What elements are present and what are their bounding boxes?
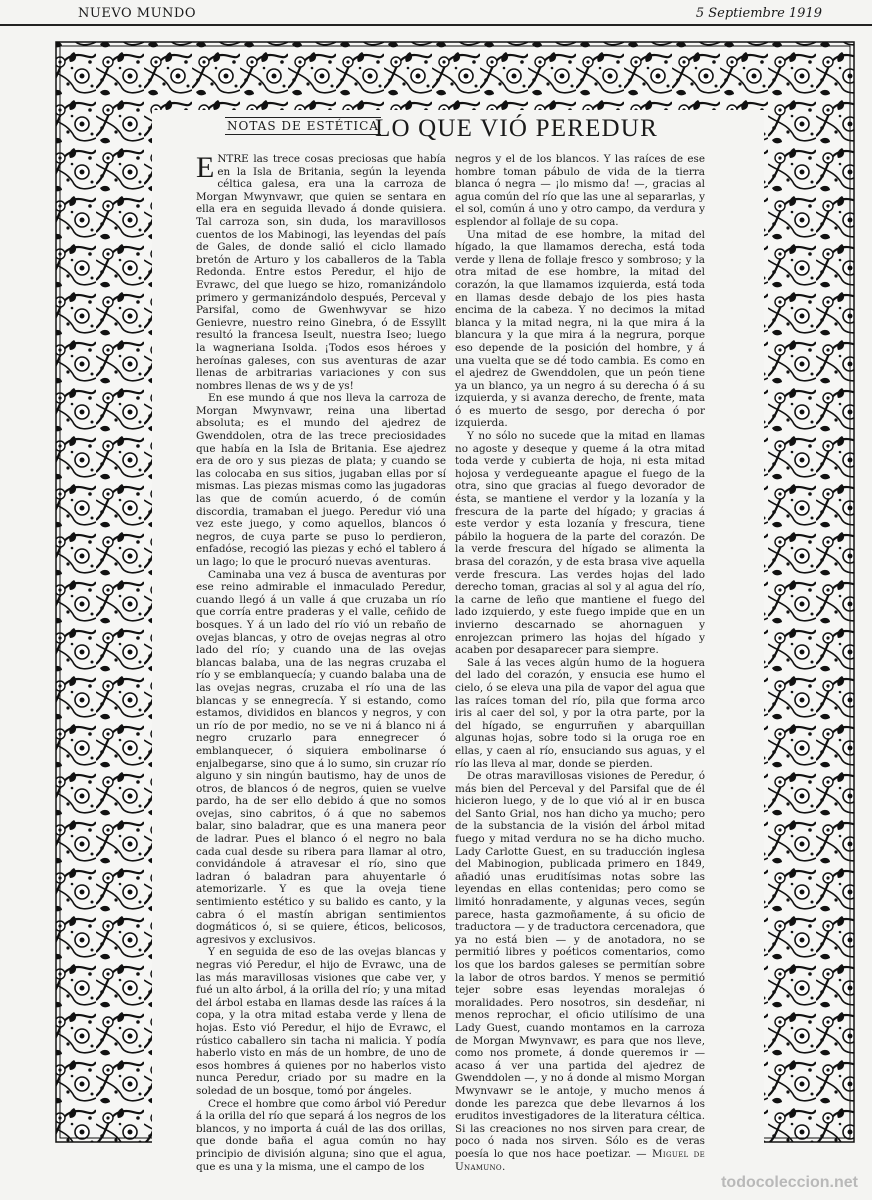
- column-right: [455, 153, 705, 1173]
- section-label: NOTAS DE ESTÉTICA: [227, 119, 379, 133]
- article-heading: [225, 113, 725, 149]
- article-title: LO QUE VIÓ PEREDUR: [375, 115, 658, 142]
- paragraph: Y no sólo no sucede que la mitad en llamas no agoste y deseque y queme á la otra mitad toda verde y cubierta de hoja, ni esta mitad hojosa y verdegueante apague el fuego de la otra, sino que gracias al fuego devorador de ésta, se mantiene el verdor y la lozanía y la frescura de la parte del hígado; y gracias á este verdor y esta lozanía y frescura, tiene pábilo la hoguera de la parte del corazón. De la verde frescura del hígado se alimenta la brasa del corazón, y de esta brasa vive aquella verde frescura. Las verdes hojas del lado derecho toman, gracias al sol y al agua del río, la carne de leño que mantiene el fuego del lado izquierdo, y este fuego impide que en un invierno descarnado se ahornaguen y enrojezcan primero las hojas del hígado y acaben por desaparecer para siempre.: [455, 430, 705, 657]
- paragraph: De otras maravillosas visiones de Peredur, ó más bien del Perceval y del Parsifal que de él hicieron luego, y de lo que vió al ir en busca del Santo Grial, nos han dicho ya mucho; pero de la substancia de la visión del árbol mitad fuego y mitad verdura no se ha dicho mucho. Lady Carlotte Guest, en su traducción inglesa del Mabinogion, publicada primero en 1849, añadió unas eruditísimas notas sobre las leyendas en ellas contenidas; pero como se limitó honradamente, y algunas veces, según parece, hasta gazmoñamente, á su oficio de traductora — y de traductora cercenadora, que ya no está bien — y de anotadora, no se permitió libres y poéticos comentarios, como los que los bardos galeses se permitían sobre la labor de otros bardos. Y menos se permitió tejer sobre esas leyendas moralejas ó moralidades. Pero nosotros, sin desdeñar, ni menos reprochar, el oficio utilísimo de una Lady Guest, cuando montamos en la carroza de Morgan Mwynvawr, es para que nos lleve, como nos promete, á donde queremos ir — acaso á ver una partida del ajedrez de Gwenddolen —, y no á donde al mismo Morgan Mwynvawr se le antoje, y mucho menos á donde les parezca que debe llevarnos á los eruditos investigadores de la literatura céltica. Si las creaciones no nos sirven para crear, de poco ó nada nos sirven. Sólo es de veras poesía lo que nos hace poetizar. — Miguel de Unamuno.: [455, 770, 705, 1173]
- paragraph: En ese mundo á que nos lleva la carroza de Morgan Mwynvawr, reina una libertad absoluta; es el mundo del ajedrez de Gwenddolen, otra de las trece preciosidades que había en la Isla de Britania. Ese ajedrez era de oro y sus piezas de plata; y cuando se las colocaba en sus sitios, jugaban ellas por sí mismas. Las piezas mismas como las jugadoras las que de común acuerdo, ó de común discordia, tramaban el juego. Peredur vió una vez este juego, y como aquellos, blancos ó negros, de cuya parte se puso lo perdieron, enfadóse, recogió las piezas y echó el tablero á un lago; lo que le procuró nuevas aventuras.: [196, 392, 446, 568]
- paragraph: Una mitad de ese hombre, la mitad del hígado, la que llamamos derecha, está toda verde y llena de follaje fresco y sombroso; y la otra mitad de ese hombre, la mitad del corazón, la que llamamos izquierda, está toda en llamas desde debajo de los pies hasta encima de la cabeza. Y no decimos la mitad blanca y la mitad negra, ni la que mira á la blancura y la que mira á la negrura, porque eso depende de la posición del hombre, y á una vuelta que se dé todo cambia. Es como en el ajedrez de Gwenddolen, que un peón tiene ya un blanco, ya un negro á su derecha ó á su izquierda, y si avanza derecho, de frente, mata ó es muerto de sesgo, por derecha ó por izquierda.: [455, 228, 705, 430]
- paragraph: Sale á las veces algún humo de la hoguera del lado del corazón, y ensucia ese humo el cielo, ó se eleva una pila de vapor del agua que las raíces toman del río, pila que forma arco iris al caer del sol, y por la otra parte, por la del hígado, se engurruñen y abarquillan algunas hojas, sobre todo si la oruga roe en ellas, y caen al río, ensuciando sus aguas, y el río las lleva al mar, donde se pierden.: [455, 656, 705, 770]
- paragraph: Crece el hombre que como árbol vió Peredur á la orilla del río que separá á los negros de los blancos, y no importa á cuál de las dos orillas, que donde baña el agua común no hay principio de división alguna; sino que el agua, que es una y la misma, une el campo de los: [196, 1097, 446, 1173]
- author-signature: — Miguel de Unamuno.: [455, 1147, 705, 1173]
- paragraph: Caminaba una vez á busca de aventuras por ese reino admirable el inmaculado Peredur, cuando llegó á un valle á que cruzaba un río que corría entre praderas y el valle, ceñido de bosques. Y á un lado del río vió un rebaño de ovejas blancas, y otro de ovejas negras al otro lado del río; y cuando una de las ovejas blancas balaba, una de las negras cruzaba el río y se emblanquecía; y cuando balaba una de las ovejas negras, cruzaba el río una de las blancas y se ennegrecía. Y si estando, como estamos, divididos en blancos y negros, y con un río de por medio, no se ve ni á blanco ni á negro cruzarlo para ennegrecer ó emblanquecer, ó siquiera embolinarse ó enjalbegarse, sino que á lo sumo, sin cruzar río alguno y sin ningún bautismo, hay de unos de otros, de blancos ó de negros, quien se vuelve pardo, ha de ser ello debido á que no somos ovejas, sino cabritos, ó á que no sabemos balar, sino baladrar, que es una manera peor de ladrar. Pues el blanco ó el negro no bala cada cual desde su ribera para llamar al otro, convidándole á atravesar el río, sino que ladran ó baladran para ahuyentarle ó atemorizarle. Y es que la oveja tiene sentimiento estético y su balido es canto, y la cabra ó el mastín abrigan sentimientos dogmáticos ó, si se quiere, éticos, belicosos, agresivos y exclusivos.: [196, 568, 446, 946]
- magazine-name: NUEVO MUNDO: [78, 6, 196, 21]
- drop-cap: E: [196, 151, 215, 184]
- issue-date: 5 Septiembre 1919: [695, 6, 822, 21]
- column-left: [196, 151, 446, 1173]
- paragraph: negros y el de los blancos. Y las raíces de ese hombre toman pábulo de vida de la tierra blanca ó negra — ¡lo mismo da! —, gracias al agua común del río que las une al separarlas, y el sol, común á uno y otro campo, da verdura y esplendor al follaje de su copa.: [455, 153, 705, 228]
- watermark: todocoleccion.net: [721, 1174, 858, 1191]
- paragraph: ENTRE las trece cosas preciosas que había en la Isla de Britania, según la leyenda céltica galesa, era una la carroza de Morgan Mwynvawr, que quien se sentara en ella era en seguida llevado á donde quisiera. Tal carroza son, sin duda, los maravillosos cuentos de los Mabinogi, las leyendas del país de Gales, de donde salió el ciclo llamado bretón de Arturo y los caballeros de la Tabla Redonda. Entre estos Peredur, el hijo de Evrawc, del que luego se hizo, romanizándolo primero y germanizándolo después, Perceval y Parsifal, como de Gwenhwyvar se hizo Genievre, nuestro reino Ginebra, ó de Essyllt resultó la francesa Iseult, nuestra Iseo; luego la wagneriana Isolda. ¡Todos esos héroes y heroínas galeses, con sus aventuras de azar llenas de arbitrarias variaciones y con sus nombres llenas de ws y de ys!: [196, 151, 446, 392]
- paragraph: Y en seguida de eso de las ovejas blancas y negras vió Peredur, el hijo de Evrawc, una de las más maravillosas visiones que cabe ver, y fué un alto árbol, á la orilla del río; y una mitad del árbol estaba en llamas desde las raíces á la copa, y la otra mitad estaba verde y llena de hojas. Esto vió Peredur, el hijo de Evrawc, el rústico caballero sin tacha ni malicia. Y podía haberlo visto en más de un hombre, de uno de esos hombres á quienes por no haberlos visto nunca Peredur, criado por su madre en la soledad de un bosque, tomó por ángeles.: [196, 946, 446, 1097]
